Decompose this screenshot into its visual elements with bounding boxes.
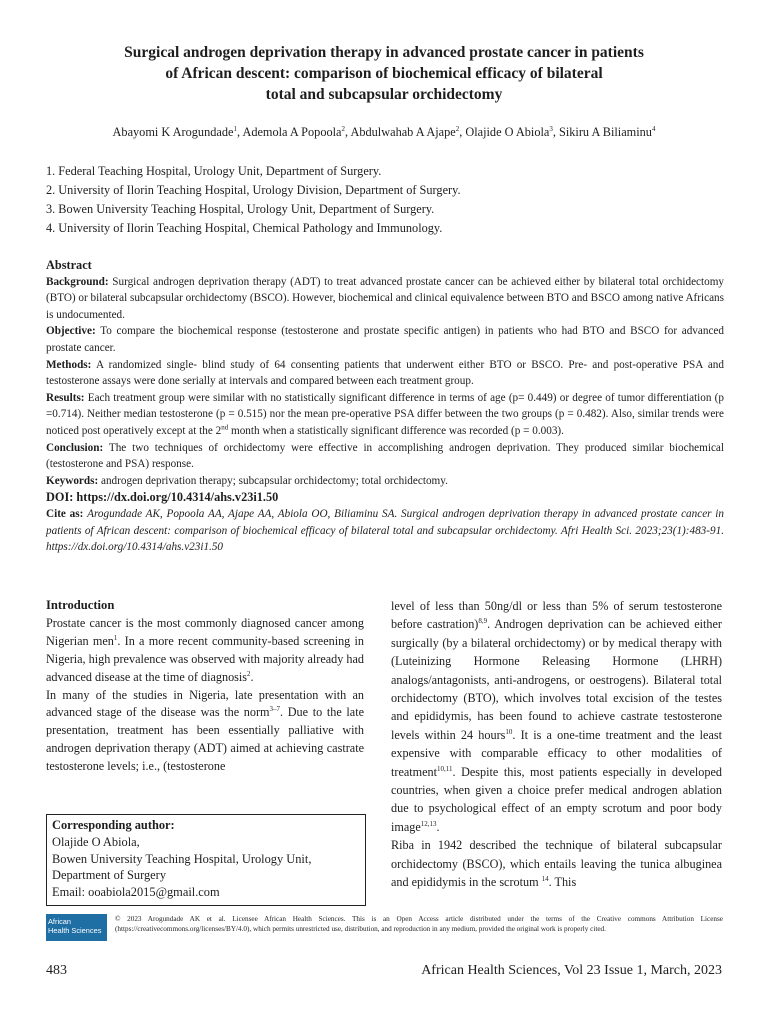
corresponding-email[interactable]: Email: ooabiola2015@gmail.com: [52, 885, 220, 900]
corresponding-title: Corresponding author:: [52, 818, 175, 832]
doi-link[interactable]: DOI: https://dx.doi.org/10.4314/ahs.v23i1.50: [46, 490, 279, 505]
abstract-conclusion: [46, 440, 724, 473]
author-name: Ademola A Popoola: [242, 125, 342, 139]
title-line-2: of African descent: comparison of biochemical efficacy of bilateral: [165, 65, 603, 82]
author-affiliation-ref: 3: [549, 124, 553, 133]
abstract-heading: Abstract: [46, 258, 92, 272]
intro-text: . Due to the late presentation, treatment has been essentially palliative with androgen deprivation therapy (ADT) aimed at achieving castrate testosterone levels; i.e., (testosterone: [46, 705, 365, 774]
cite-label: Cite as:: [46, 507, 84, 520]
intro-text: . It is a one-time treatment and the least expensive with comparable efficacy to other modalities of treatment: [391, 727, 722, 779]
intro-paragraph: [46, 687, 364, 777]
article-title: [60, 42, 708, 105]
corresponding-name: Olajide O Abiola,: [52, 834, 140, 849]
affiliation-item: 4. University of Ilorin Teaching Hospital, Chemical Pathology and Immunology.: [46, 221, 443, 235]
affiliation-list: [46, 162, 461, 238]
author-affiliation-ref: 2: [455, 124, 460, 133]
journal-footer: African Health Sciences, Vol 23 Issue 1, March, 2023: [421, 963, 722, 978]
logo-line-1: African: [48, 917, 72, 926]
body-column-right: [391, 597, 722, 892]
citation-ref: 1: [113, 633, 118, 642]
conclusion-text: The two techniques of orchidectomy were effective in accomplishing androgen deprivation. They produced similar biochemical (testosterone and PSA) response.: [46, 441, 724, 471]
citation-ref: 10,11: [437, 764, 453, 773]
citation-ref: 10: [505, 727, 513, 736]
background-text: Surgical androgen deprivation therapy (ADT) to treat advanced prostate cancer can be achieved either by bilateral total orchidectomy (BTO) or bilateral subcapsular orchidectomy (BSCO). However, biochemical and clinical equivalence between BTO and BSCO among native Africans is undocumented.: [46, 275, 724, 321]
intro-text: Prostate cancer is the most commonly diagnosed cancer among Nigerian men: [46, 615, 364, 648]
affiliation-item: 3. Bowen University Teaching Hospital, Urology Unit, Department of Surgery.: [46, 202, 435, 216]
affiliation-item: 2. University of Ilorin Teaching Hospital, Urology Division, Department of Surgery.: [46, 183, 461, 197]
corresponding-institution: Bowen University Teaching Hospital, Urology Unit,: [52, 851, 312, 866]
corresponding-author-box: [46, 814, 366, 906]
citation-ref: 14: [541, 875, 549, 884]
citation-ref: 8,9: [478, 617, 488, 626]
intro-paragraph: [46, 615, 364, 687]
body-column-left: [46, 597, 364, 776]
citation-text: Arogundade AK, Popoola AA, Ajape AA, Abiola OO, Biliaminu SA. Surgical androgen deprivation therapy in advanced prostate cancer in patients of African descent: comparison of biochemical efficacy of bilateral total and subcapsular orchidectomy. Afri Health Sci. 2023;23(1):483-91. https://dx.doi.org/10.4314/ahs.v23i1.50: [46, 507, 724, 554]
license-text: © 2023 Arogundade AK et al. Licensee African Health Sciences. This is an Open Access article distributed under the terms of the Creative commons Attribution License (https://creativecommons.org/licenses/BY/4.0), which permits unrestricted use, distribution, and reproduction in any medium, provided the original work is properly cited.: [115, 915, 723, 934]
intro-text: In many of the studies in Nigeria, late presentation with an advanced stage of the disease was the norm: [46, 687, 364, 720]
intro-paragraph: [391, 836, 722, 891]
journal-logo: [46, 914, 107, 941]
abstract-results: [46, 390, 724, 440]
objective-label: Objective:: [46, 325, 96, 338]
keywords-label: Keywords:: [46, 474, 99, 487]
corresponding-department: Department of Surgery: [52, 868, 167, 883]
page-number: 483: [46, 963, 67, 978]
affiliation-item: 1. Federal Teaching Hospital, Urology Unit, Department of Surgery.: [46, 164, 382, 178]
abstract-section: [46, 257, 724, 556]
intro-text: level of less than 50ng/dl or less than 5% of serum testosterone before castration): [391, 599, 722, 632]
background-label: Background:: [46, 275, 109, 288]
citation: [46, 506, 724, 556]
methods-text: A randomized single- blind study of 64 consenting patients that underwent either BTO or BSCO. Pre- and post-operative PSA and testosterone assays were done serially at intervals and compared between each treatment group.: [46, 358, 724, 388]
logo-line-2: Health Sciences: [48, 926, 102, 935]
results-text: Each treatment group were similar with no statistically significant difference in terms of age (p= 0.449) or degree of tumor differentiation (p =0.714). Neither median testosterone (p = 0.515) nor the mean pre-operative PSA differ between the two groups (p = 0.482). Also, similar trends were noticed post operatively except at the 2: [46, 391, 724, 437]
author-affiliation-ref: 2: [341, 124, 345, 133]
title-line-3: total and subcapsular orchidectomy: [265, 86, 503, 103]
abstract-background: [46, 274, 724, 324]
intro-text: . In a more recent community-based screening in Nigeria, high prevalence was observed with majority already had advanced disease at the time of diagnosis: [46, 633, 365, 684]
abstract-keywords: [46, 473, 724, 490]
author-affiliation-ref: 1: [233, 124, 237, 133]
author-list: Abayomi K Arogundade$^1$, Ademola A Popoola$^2$, Abdulwahab A Ajape$^2$, Olajide O Abiola$^3$, Sikiru A Biliaminu$^4$: [112, 124, 656, 139]
conclusion-label: Conclusion:: [46, 441, 104, 454]
intro-paragraph: [391, 597, 722, 836]
introduction-heading: Introduction: [46, 598, 115, 612]
objective-text: To compare the biochemical response (testosterone and prostate specific antigen) in patients who had BTO and BSCO for advanced prostate cancer.: [46, 325, 724, 354]
results-label: Results:: [46, 391, 85, 404]
methods-label: Methods:: [46, 358, 92, 371]
title-line-1: Surgical androgen deprivation therapy in advanced prostate cancer in patients: [124, 44, 644, 61]
author-name: Abdulwahab A Ajape: [350, 125, 456, 139]
author-name: Abayomi K Arogundade: [112, 125, 234, 139]
citation-ref: 12,13: [420, 819, 437, 828]
author-affiliation-ref: 4: [651, 124, 656, 133]
intro-text: .: [250, 669, 254, 684]
abstract-objective: [46, 323, 724, 356]
abstract-methods: [46, 357, 724, 390]
results-superscript: nd: [221, 423, 229, 432]
results-text-end: month when a statistically significant difference was recorded (p = 0.003).: [228, 424, 564, 437]
intro-text: . This: [548, 875, 577, 890]
intro-text: . Despite this, most patients especially in developed countries, when given a choice prefer medical androgen ablation due to psychological effect of an empty scrotum and poor body image: [391, 764, 722, 834]
keywords-text: androgen deprivation therapy; subcapsular orchidectomy; total orchidectomy.: [101, 474, 448, 487]
author-name: Sikiru A Biliaminu: [559, 125, 652, 139]
citation-ref: 3–7: [269, 705, 281, 714]
intro-text: . Androgen deprivation can be achieved either surgically (by a bilateral orchidectomy) or by medical therapy with (Luteinizing Hormone Releasing Hormone (LHRH) analogs/antagonists, anti-androgens, or oestrogens). Bilateral total orchidectomy (BTO), which involves total excision of the testes and epididymis, has been found to achieve castrate testosterone levels within 24 hours: [391, 617, 722, 742]
intro-text: Riba in 1942 described the technique of bilateral subcapsular orchidectomy (BSCO), which entails leaving the tunica albuginea and epididymis in the scrotum: [391, 838, 722, 890]
citation-ref: 2: [247, 669, 251, 678]
author-name: Olajide O Abiola: [465, 125, 550, 139]
intro-text: .: [436, 819, 440, 834]
